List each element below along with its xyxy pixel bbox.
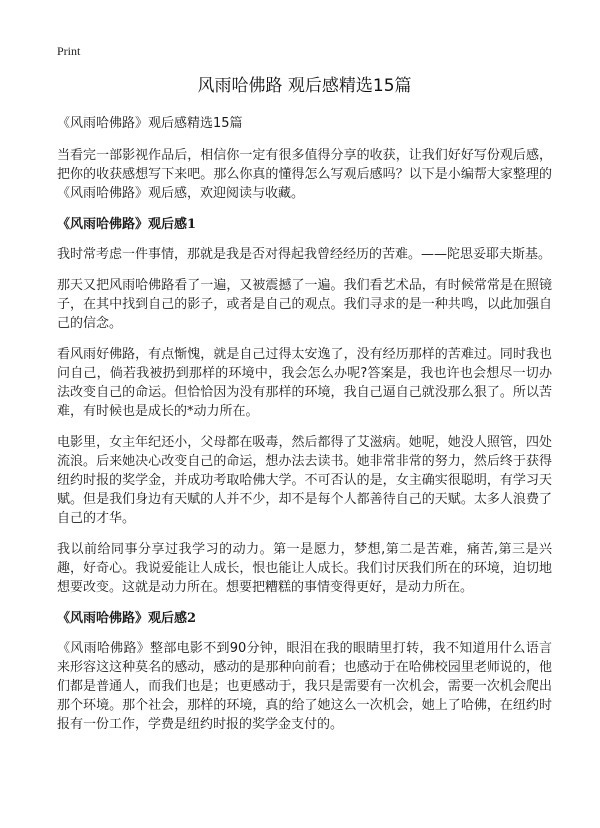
section-paragraph: 那天又把风雨哈佛路看了一遍，又被震撼了一遍。我们看艺术品，有时候常常是在照镜子，在其中找到自己的影子，或者是自己的观点。我们寻求的是一种共鸣，以此加强自己的信念。	[57, 278, 552, 331]
intro-paragraph: 当看完一部影视作品后，相信你一定有很多值得分享的收获，让我们好好写份观后感，把你的收获感想写下来吧。那么你真的懂得怎么写观后感吗？以下是小编帮大家整理的《风雨哈佛路》观后感，欢迎阅读与收藏。	[57, 148, 552, 201]
section-heading: 《风雨哈佛路》观后感2	[57, 611, 197, 626]
section-paragraph: 看风雨好佛路，有点惭愧，就是自己过得太安逸了，没有经历那样的苦难过。同时我也问自己，倘若我被扔到那样的环境中，我会怎么办呢?答案是，我也许也会想尽一切办法改变自己的命运。但恰恰因为没有那样的环境，我自己逼自己就没那么狠了。所以苦难，有时候也是成长的*动力所在。	[57, 347, 552, 419]
page-title: 风雨哈佛路 观后感精选15篇	[197, 76, 412, 96]
section-paragraph: 我以前给同事分享过我学习的动力。第一是愿力，梦想,第二是苦难，痛苦,第三是兴趣，好奇心。我说爱能让人成长，恨也能让人成长。我们讨厌我们所在的环境，迫切地想要改变。这就是动力所在。想要把糟糕的事情变得更好，是动力所在。	[57, 542, 552, 595]
section-1	[57, 215, 552, 597]
section-paragraph: 我时常考虑一件事情，那就是我是否对得起我曾经经历的苦难。——陀思妥耶夫斯基。	[57, 247, 552, 262]
section-heading: 《风雨哈佛路》观后感1	[57, 217, 197, 232]
section-paragraph: 电影里，女主年纪还小，父母都在吸毒，然后都得了艾滋病。她呢，她没人照管，四处流浪。后来她决心改变自己的命运，想办法去读书。她非常非常的努力，然后终于获得纽约时报的奖学金，并成功考取哈佛大学。不可否认的是，女主确实很聪明，有学习天赋。但是我们身边有天赋的人并不少，却不是每个人都善待自己的天赋。太多人浪费了自己的才华。	[57, 435, 552, 526]
document-subtitle: 《风雨哈佛路》观后感精选15篇	[57, 116, 243, 131]
section-paragraph: 《风雨哈佛路》整部电影不到90分钟，眼泪在我的眼睛里打转，我不知道用什么语言来形容这这种莫名的感动，感动的是那种向前看；也感动于在哈佛校园里老师说的，他们都是普通人，而我们也是；也更感动于，我只是需要有一次机会，需要一次机会爬出那个环境。那个社会，那样的环境，真的给了她这么一次机会，她上了哈佛，在纽约时报有一份工作，学费是纽约时报的奖学金支付的。	[57, 641, 552, 732]
section-2	[57, 609, 552, 734]
print-link[interactable]: Print	[57, 44, 81, 58]
